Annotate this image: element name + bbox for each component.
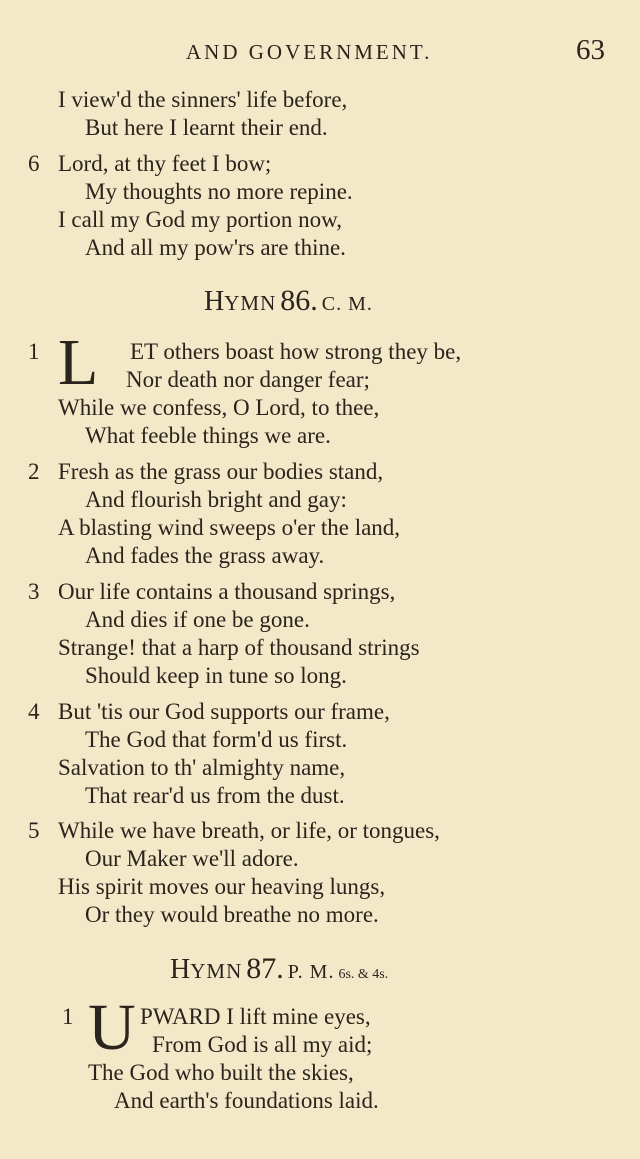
verse-line: Our life contains a thousand springs, <box>58 579 396 604</box>
verse-line: Should keep in tune so long. <box>85 663 347 688</box>
verse-number: 3 <box>28 579 40 604</box>
verse-line: From God is all my aid; <box>152 1032 373 1057</box>
verse-line: A blasting wind sweeps o'er the land, <box>58 515 401 540</box>
verse-line: ET others boast how strong they be, <box>130 339 462 364</box>
verse-line: But 'tis our God supports our frame, <box>58 699 390 724</box>
verse-line: And dies if one be gone. <box>85 607 310 632</box>
verse-line: And all my pow'rs are thine. <box>85 235 346 260</box>
drop-cap: U <box>88 991 136 1064</box>
verse-number: 1 <box>28 339 40 364</box>
hymn-meter: P. M. <box>287 961 335 983</box>
verse-number: 5 <box>28 818 40 843</box>
hymn-label-initial: H <box>204 286 225 317</box>
verse-line: The God that form'd us first. <box>85 727 348 752</box>
verse-line: Nor death nor danger fear; <box>126 367 370 392</box>
verse-line: What feeble things we are. <box>85 423 331 448</box>
verse-line: I view'd the sinners' life before, <box>58 87 348 112</box>
verse-line: I call my God my portion now, <box>58 207 343 232</box>
verse-line: Lord, at thy feet I bow; <box>58 151 272 176</box>
hymn-title: HYMN 86. C. M. <box>204 284 373 317</box>
hymn-number: 86 <box>280 284 311 317</box>
verse-number: 1 <box>62 1004 74 1029</box>
verse-line: But here I learnt their end. <box>85 115 328 140</box>
verse-line: The God who built the skies, <box>88 1060 354 1085</box>
hymn-title: HYMN 87. P. M. 6s. & 4s. <box>170 952 389 985</box>
verse-number: 2 <box>28 459 40 484</box>
verse-line: Our Maker we'll adore. <box>85 846 299 871</box>
verse-line: Salvation to th' almighty name, <box>58 755 346 780</box>
hymn-number: 87 <box>246 952 277 985</box>
verse-line: Or they would breathe no more. <box>85 902 379 927</box>
running-header <box>0 34 640 78</box>
verse-number: 4 <box>28 699 40 724</box>
hymn-label-initial: H <box>170 954 191 985</box>
verse-line: My thoughts no more repine. <box>85 179 353 204</box>
hymn-label-rest: YMN <box>224 291 277 315</box>
verse-line: That rear'd us from the dust. <box>85 783 345 808</box>
verse-line: And fades the grass away. <box>85 543 325 568</box>
verse-line: While we have breath, or life, or tongues, <box>58 818 440 843</box>
verse-line: Strange! that a harp of thousand strings <box>58 635 420 660</box>
running-title: AND GOVERNMENT. <box>186 40 433 64</box>
verse-line: And flourish bright and gay: <box>85 487 347 512</box>
hymn-meter-detail: 6s. & 4s. <box>338 967 389 982</box>
verse-line: Fresh as the grass our bodies stand, <box>58 459 384 484</box>
verse-line: And earth's foundations laid. <box>114 1088 379 1113</box>
drop-cap: L <box>58 326 99 399</box>
page-number: 63 <box>576 34 605 66</box>
verse-number: 6 <box>28 151 40 176</box>
verse-line: While we confess, O Lord, to thee, <box>58 395 380 420</box>
verse-line: PWARD I lift mine eyes, <box>140 1004 371 1029</box>
hymn-label-rest: YMN <box>190 959 243 983</box>
verse-line: His spirit moves our heaving lungs, <box>58 874 386 899</box>
hymn-meter: C. M. <box>321 293 373 315</box>
